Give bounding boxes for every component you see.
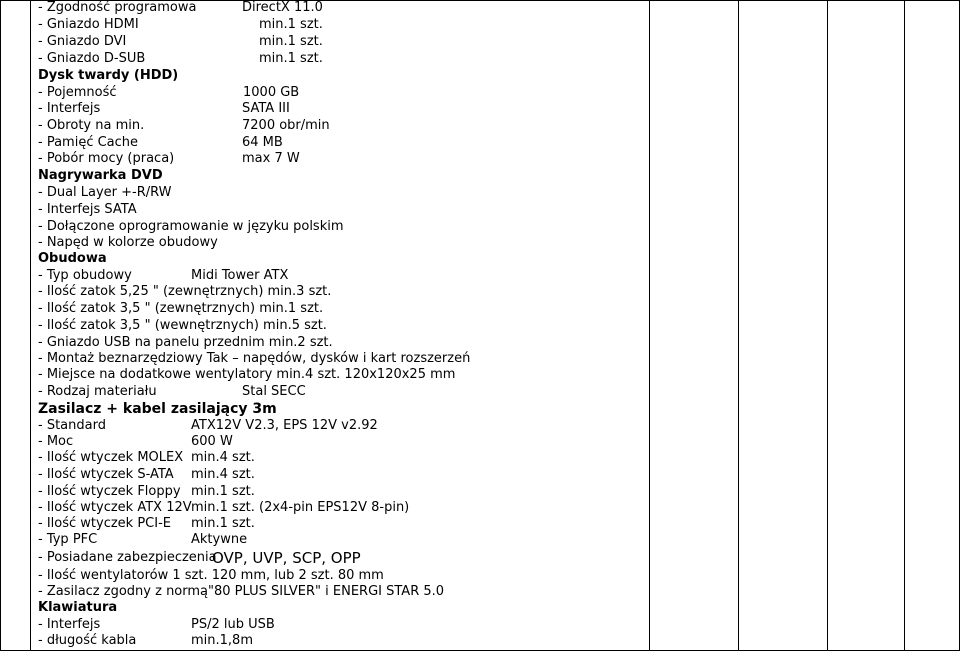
spec-label: - Pamięć Cache bbox=[38, 135, 139, 150]
spec-row bbox=[38, 301, 323, 317]
spec-value: min.1 szt. bbox=[259, 34, 323, 49]
spec-label: - Pobór mocy (praca) bbox=[38, 151, 175, 166]
spec-value: min.1,8m bbox=[191, 633, 253, 648]
spec-row bbox=[38, 284, 331, 300]
spec-value: min.4 szt. bbox=[191, 450, 255, 465]
column-divider bbox=[30, 0, 31, 651]
spec-row bbox=[38, 568, 384, 584]
spec-value: min.1 szt. bbox=[191, 484, 255, 499]
spec-label: - Interfejs bbox=[38, 101, 101, 116]
spec-row bbox=[38, 235, 218, 251]
spec-value: 1000 GB bbox=[243, 85, 300, 100]
spec-value: ATX12V V2.3, EPS 12V v2.92 bbox=[191, 418, 378, 433]
spec-label: - Typ PFC bbox=[38, 532, 98, 547]
spec-text: - Miejsce na dodatkowe wentylatory min.4 szt. 120x120x25 mm bbox=[38, 367, 456, 382]
spec-label: - Moc bbox=[38, 434, 74, 449]
spec-text: - Zasilacz zgodny z normą"80 PLUS SILVER" i ENERGI STAR 5.0 bbox=[38, 584, 445, 599]
spec-row bbox=[38, 219, 344, 235]
spec-row bbox=[38, 351, 470, 367]
spec-value: 7200 obr/min bbox=[242, 118, 330, 133]
spec-label: - Ilość wtyczek MOLEX bbox=[38, 450, 184, 465]
section-header-text: Obudowa bbox=[38, 251, 107, 266]
spec-label: - Rodzaj materiału bbox=[38, 384, 157, 399]
spec-value: DirectX 11.0 bbox=[242, 0, 323, 15]
spec-row bbox=[38, 185, 172, 201]
spec-text: - Montaż beznarzędziowy Tak – napędów, dysków i kart rozszerzeń bbox=[38, 351, 471, 366]
spec-value: 64 MB bbox=[242, 135, 283, 150]
spec-label: - Standard bbox=[38, 418, 106, 433]
spec-text: - Dołączone oprogramowanie w języku polskim bbox=[38, 219, 344, 234]
spec-label: - Gniazdo DVI bbox=[38, 34, 127, 49]
spec-row bbox=[38, 584, 444, 600]
spec-value: OVP, UVP, SCP, OPP bbox=[212, 549, 361, 567]
section-header bbox=[38, 168, 163, 184]
column-divider bbox=[904, 0, 905, 651]
section-header-text: Dysk twardy (HDD) bbox=[38, 68, 179, 83]
spec-label: - Ilość wtyczek Floppy bbox=[38, 484, 181, 499]
spec-label: - Ilość wtyczek PCI-E bbox=[38, 516, 171, 531]
spec-value: Stal SECC bbox=[242, 384, 306, 399]
spec-text: - Ilość wentylatorów 1 szt. 120 mm, lub 2 szt. 80 mm bbox=[38, 568, 384, 583]
spec-label: - Gniazdo D-SUB bbox=[38, 51, 146, 66]
spec-text: - Gniazdo USB na panelu przednim min.2 szt. bbox=[38, 335, 333, 350]
spec-label: - Zgodność programowa bbox=[38, 0, 197, 15]
spec-value: PS/2 lub USB bbox=[191, 617, 275, 632]
specification-cell bbox=[38, 0, 643, 651]
spec-row bbox=[38, 202, 137, 218]
spec-value: min.4 szt. bbox=[191, 467, 255, 482]
spec-label: - Posiadane zabezpieczenia bbox=[38, 550, 217, 565]
section-header bbox=[38, 68, 178, 84]
spec-text: - Interfejs SATA bbox=[38, 202, 137, 217]
section-header bbox=[38, 400, 277, 418]
section-header-text: Zasilacz + kabel zasilający 3m bbox=[38, 401, 277, 417]
column-divider bbox=[649, 0, 650, 651]
spec-label: - Ilość wtyczek ATX 12V bbox=[38, 500, 192, 515]
spec-label: - Interfejs bbox=[38, 617, 101, 632]
spec-text: - Dual Layer +-R/RW bbox=[38, 185, 172, 200]
section-header-text: Klawiatura bbox=[38, 600, 118, 615]
spec-text: - Ilość zatok 5,25 " (zewnętrznych) min.3 szt. bbox=[38, 284, 332, 299]
spec-row bbox=[38, 335, 333, 351]
spec-label: - długość kabla bbox=[38, 633, 137, 648]
spec-label: - Typ obudowy bbox=[38, 268, 132, 283]
spec-value: min.1 szt. (2x4-pin EPS12V 8-pin) bbox=[191, 500, 410, 515]
section-header bbox=[38, 251, 107, 267]
spec-value: min.1 szt. bbox=[259, 51, 323, 66]
spec-value: min.1 szt. bbox=[259, 17, 323, 32]
spec-row bbox=[38, 318, 327, 334]
spec-value: SATA III bbox=[242, 101, 290, 116]
spec-row bbox=[38, 367, 455, 383]
column-divider bbox=[738, 0, 739, 651]
spec-label: - Pojemność bbox=[38, 85, 117, 100]
section-header-text: Nagrywarka DVD bbox=[38, 168, 163, 183]
spec-text: - Ilość zatok 3,5 " (zewnętrznych) min.1 szt. bbox=[38, 301, 324, 316]
spec-label: - Ilość wtyczek S-ATA bbox=[38, 467, 174, 482]
spec-value: Aktywne bbox=[191, 532, 248, 547]
spec-label: - Gniazdo HDMI bbox=[38, 17, 139, 32]
spec-value: 600 W bbox=[191, 434, 233, 449]
column-divider bbox=[827, 0, 828, 651]
spec-value: min.1 szt. bbox=[191, 516, 255, 531]
spec-label: - Obroty na min. bbox=[38, 118, 145, 133]
section-header bbox=[38, 600, 117, 616]
spec-value: Midi Tower ATX bbox=[191, 268, 289, 283]
spec-text: - Ilość zatok 3,5 " (wewnętrznych) min.5 szt. bbox=[38, 318, 327, 333]
spec-text: - Napęd w kolorze obudowy bbox=[38, 235, 218, 250]
spec-value: max 7 W bbox=[242, 151, 300, 166]
